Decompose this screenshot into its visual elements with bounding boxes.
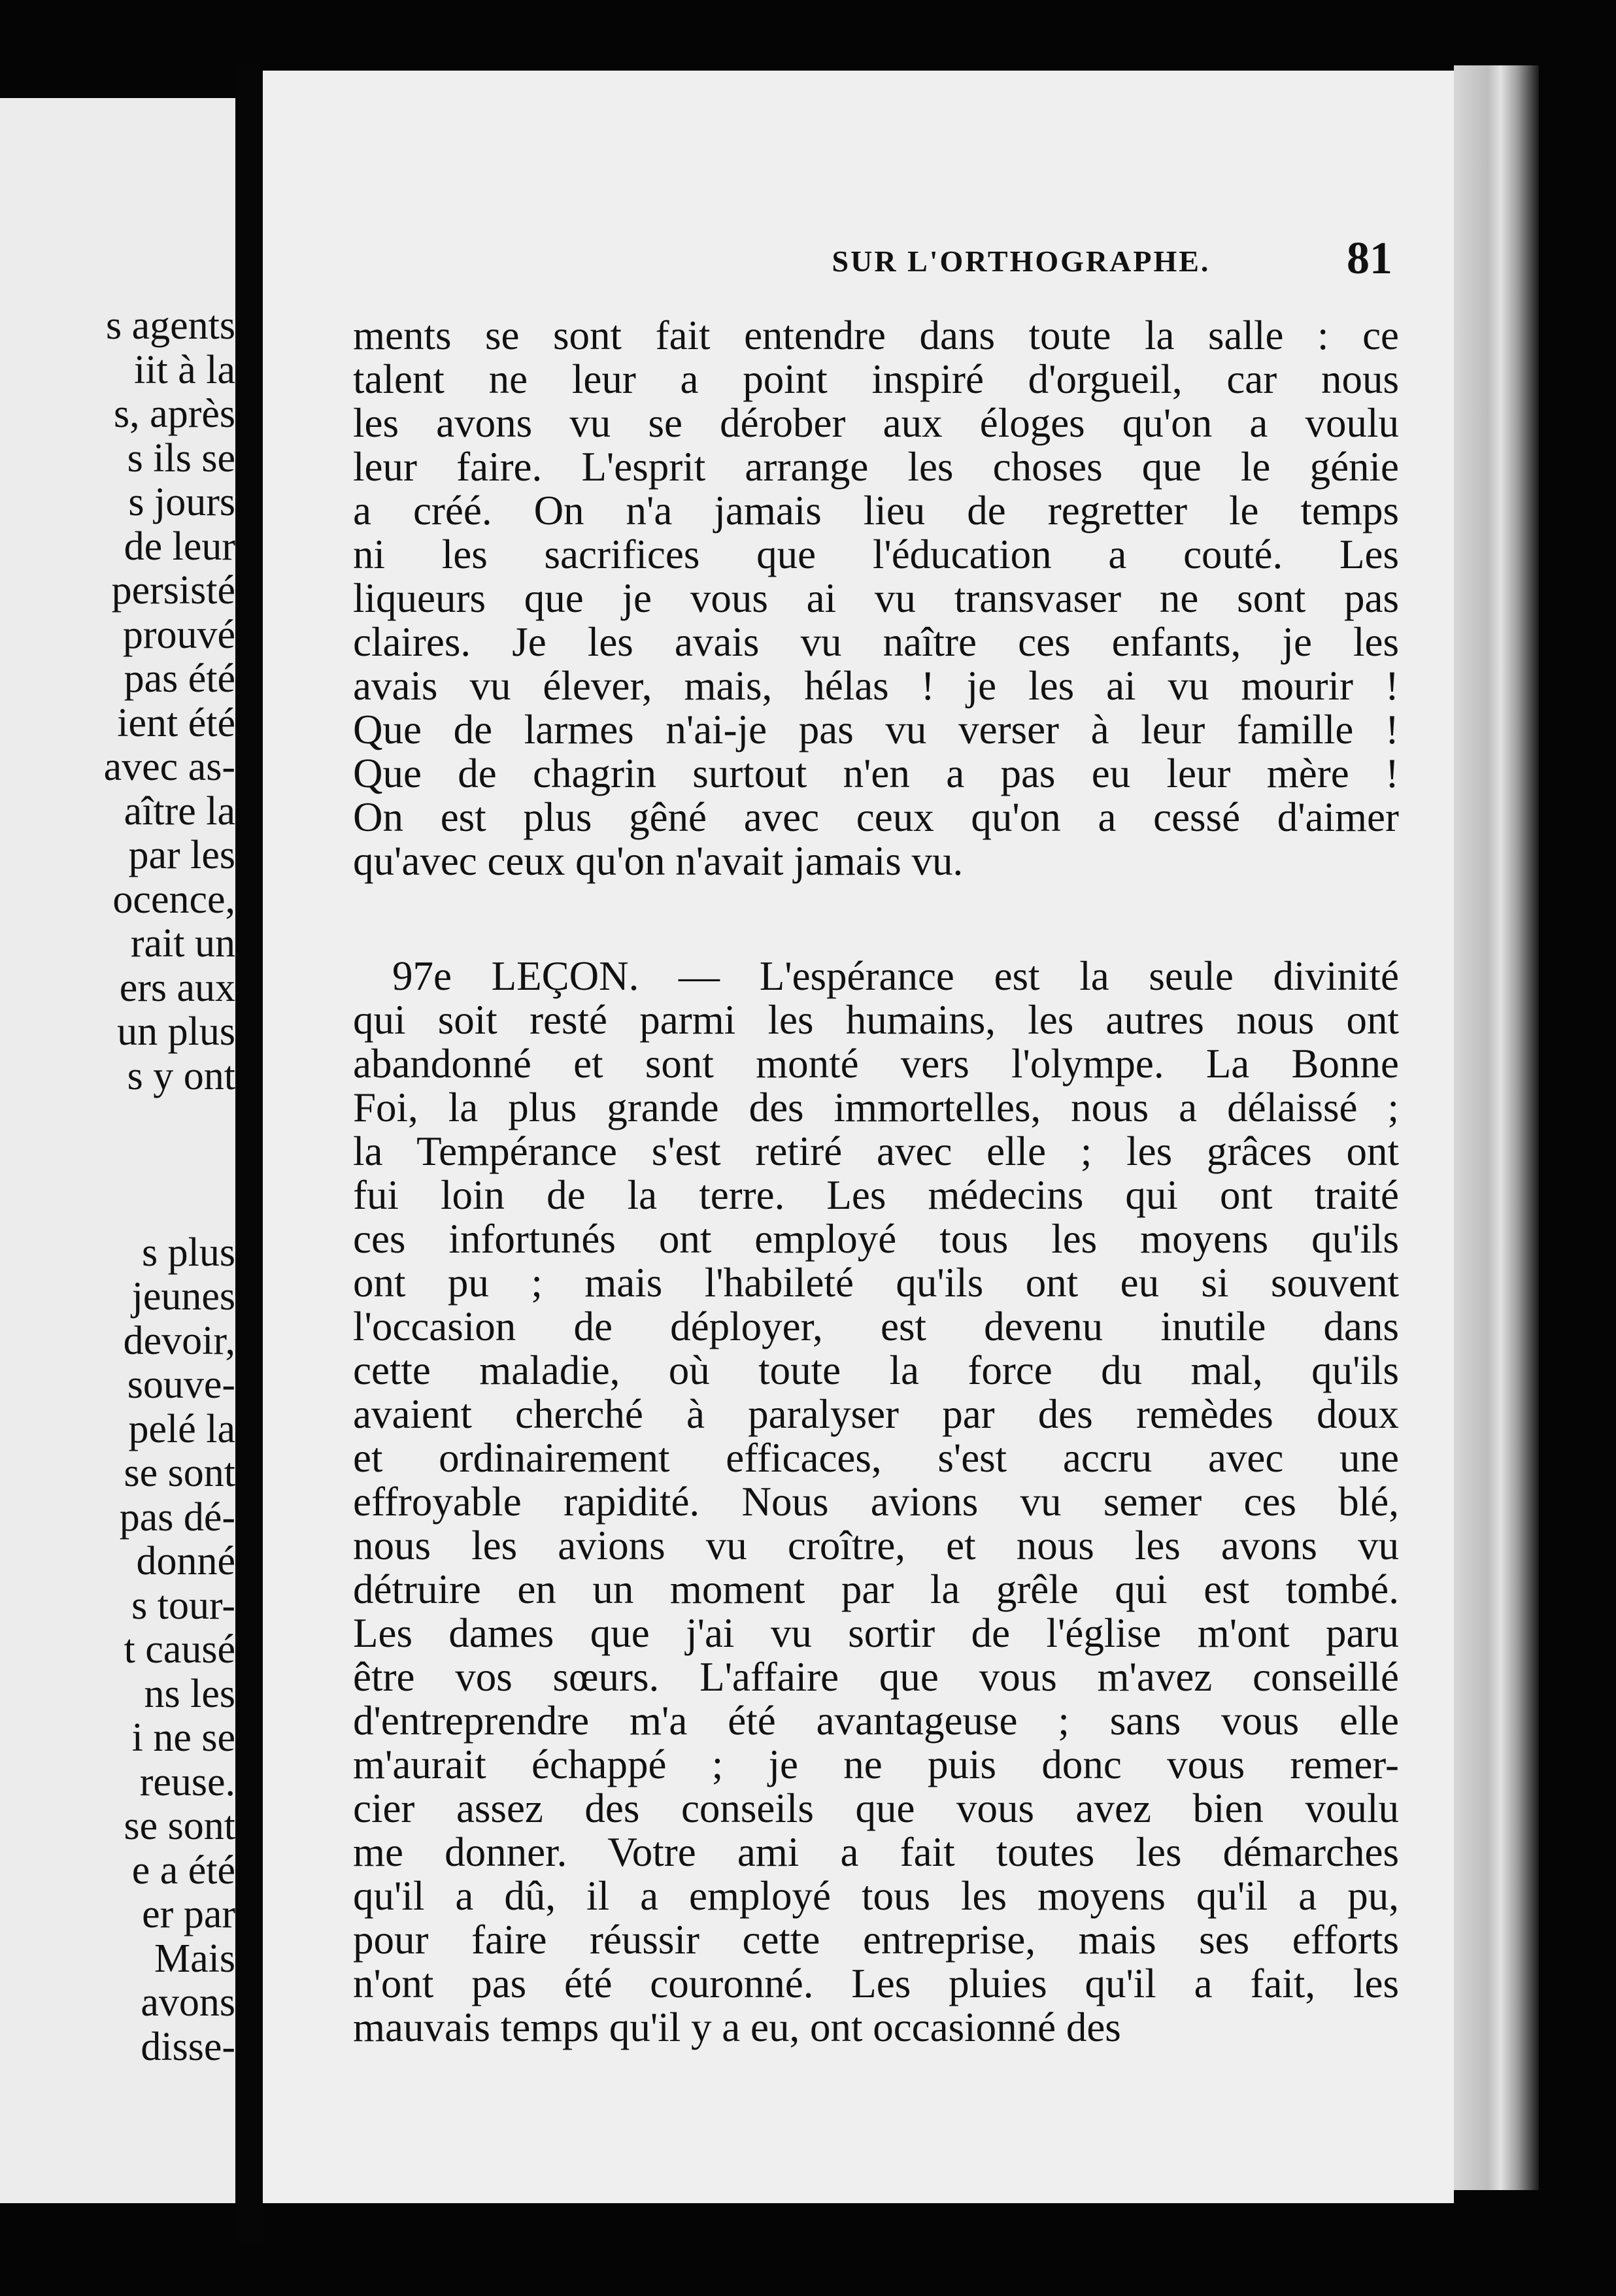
previous-page-line: souve- bbox=[127, 1362, 235, 1407]
text-line: cette maladie, où toute la force du mal, qu'ils bbox=[353, 1347, 1399, 1393]
text-line: cier assez des conseils que vous avez bien voulu bbox=[353, 1785, 1399, 1831]
previous-page-fragment bbox=[0, 98, 235, 2203]
text-line: Que de chagrin surtout n'en a pas eu leur mère ! bbox=[353, 751, 1399, 796]
text-line: leur faire. L'esprit arrange les choses que le génie bbox=[353, 444, 1399, 490]
previous-page-line: s agents bbox=[105, 303, 235, 348]
paragraph-continuation bbox=[353, 314, 1399, 883]
previous-page-line: avons bbox=[141, 1980, 235, 2025]
text-line: ni les sacrifices que l'éducation a couté. Les bbox=[353, 532, 1399, 577]
previous-page-line: ns les bbox=[144, 1671, 235, 1716]
previous-page-line: se sont bbox=[124, 1451, 235, 1495]
text-line: a créé. On n'a jamais lieu de regretter le temps bbox=[353, 488, 1399, 533]
previous-page-line: reuse. bbox=[139, 1759, 235, 1804]
text-line: ont pu ; mais l'habileté qu'ils ont eu si souvent bbox=[353, 1260, 1399, 1306]
previous-page-line: iit à la bbox=[134, 347, 235, 392]
text-line: pour faire réussir cette entreprise, mais ses efforts bbox=[353, 1917, 1399, 1963]
text-line: ments se sont fait entendre dans toute la salle : ce bbox=[353, 312, 1399, 358]
text-line: la Tempérance s'est retiré avec elle ; les grâces ont bbox=[353, 1128, 1399, 1174]
text-line: nous les avions vu croître, et nous les avons vu bbox=[353, 1523, 1399, 1568]
previous-page-line: de leur bbox=[124, 524, 235, 569]
text-line: avaient cherché à paralyser par des remèdes doux bbox=[353, 1391, 1399, 1437]
previous-page-text bbox=[0, 304, 235, 2069]
previous-page-line: s jours bbox=[128, 480, 235, 524]
previous-page-line: Mais bbox=[154, 1936, 235, 1981]
running-head: SUR L'ORTHOGRAPHE. bbox=[832, 245, 1211, 278]
text-line: n'ont pas été couronné. Les pluies qu'il a fait, les bbox=[353, 1961, 1399, 2006]
previous-page-line: s y ont bbox=[127, 1053, 235, 1098]
previous-page-line bbox=[0, 1187, 235, 1231]
text-line: Les dames que j'ai vu sortir de l'église m'ont paru bbox=[353, 1610, 1399, 1656]
previous-page-line bbox=[0, 1098, 235, 1143]
page-number: 81 bbox=[1347, 233, 1392, 284]
previous-page-line: i ne se bbox=[131, 1715, 235, 1760]
previous-page-line: s, après bbox=[114, 392, 235, 436]
previous-page-line: disse- bbox=[141, 2024, 235, 2069]
previous-page-line: pas été bbox=[124, 656, 235, 701]
previous-page-line: aître la bbox=[124, 788, 235, 834]
text-line: me donner. Votre ami a fait toutes les démarches bbox=[353, 1829, 1399, 1875]
text-line: liqueurs que je vous ai vu transvaser ne sont pas bbox=[353, 575, 1399, 621]
previous-page-line: pelé la bbox=[128, 1406, 235, 1451]
previous-page-line: rait un bbox=[130, 921, 235, 966]
text-line: ces infortunés ont employé tous les moyens qu'ils bbox=[353, 1216, 1399, 1262]
previous-page-line: ocence, bbox=[112, 877, 235, 922]
text-line: talent ne leur a point inspiré d'orgueil, car nous bbox=[353, 356, 1399, 402]
current-page bbox=[263, 71, 1454, 2203]
text-line: les avons vu se dérober aux éloges qu'on a voulu bbox=[353, 400, 1399, 446]
text-line: d'entreprendre m'a été avantageuse ; sans vous elle bbox=[353, 1698, 1399, 1744]
book-gutter bbox=[235, 65, 263, 2242]
text-line: Foi, la plus grande des immortelles, nous a délaissé ; bbox=[353, 1085, 1399, 1130]
previous-page-line: prouvé bbox=[122, 612, 235, 657]
text-line: avais vu élever, mais, hélas ! je les ai vu mourir ! bbox=[353, 663, 1399, 709]
text-line: 97e LEÇON. — L'espérance est la seule divinité bbox=[392, 953, 1399, 999]
text-line: l'occasion de déployer, est devenu inutile dans bbox=[353, 1304, 1399, 1349]
previous-page-line: se sont bbox=[124, 1804, 235, 1848]
previous-page-line: t causé bbox=[124, 1627, 235, 1672]
previous-page-line: s ils se bbox=[127, 435, 235, 481]
text-line: qu'il a dû, il a employé tous les moyens qu'il a pu, bbox=[353, 1873, 1399, 1919]
previous-page-line bbox=[0, 1143, 235, 1187]
previous-page-line: persisté bbox=[111, 568, 235, 613]
text-line: fui loin de la terre. Les médecins qui ont traité bbox=[353, 1172, 1399, 1218]
previous-page-line: s tour- bbox=[131, 1583, 235, 1628]
previous-page-line: s plus bbox=[142, 1230, 235, 1275]
text-line: et ordinairement efficaces, s'est accru avec une bbox=[353, 1435, 1399, 1481]
text-line: qui soit resté parmi les humains, les autres nous ont bbox=[353, 997, 1399, 1043]
text-line: m'aurait échappé ; je ne puis donc vous remer- bbox=[353, 1742, 1399, 1787]
previous-page-line: er par bbox=[142, 1892, 235, 1936]
previous-page-line: jeunes bbox=[131, 1274, 235, 1319]
previous-page-line: ient été bbox=[117, 700, 235, 745]
text-line: être vos sœurs. L'affaire que vous m'avez conseillé bbox=[353, 1654, 1399, 1700]
previous-page-line: pas dé- bbox=[119, 1494, 235, 1540]
page-edges bbox=[1454, 65, 1539, 2190]
text-line: abandonné et sont monté vers l'olympe. La Bonne bbox=[353, 1041, 1399, 1087]
text-line: Que de larmes n'ai-je pas vu verser à leur famille ! bbox=[353, 707, 1399, 752]
text-line: effroyable rapidité. Nous avions vu semer ces blé, bbox=[353, 1479, 1399, 1525]
text-line: détruire en un moment par la grêle qui est tombé. bbox=[353, 1566, 1399, 1612]
text-line: On est plus gêné avec ceux qu'on a cessé d'aimer bbox=[353, 794, 1399, 840]
previous-page-line: e a été bbox=[131, 1848, 235, 1893]
text-line: mauvais temps qu'il y a eu, ont occasionné des bbox=[353, 2004, 1121, 2050]
previous-page-line: ers aux bbox=[119, 965, 235, 1010]
text-line: claires. Je les avais vu naître ces enfants, je les bbox=[353, 619, 1399, 665]
previous-page-line: donné bbox=[136, 1539, 235, 1583]
previous-page-line: avec as- bbox=[103, 745, 235, 789]
paragraph-lesson-97 bbox=[353, 954, 1399, 2050]
previous-page-line: devoir, bbox=[123, 1318, 235, 1363]
previous-page-line: par les bbox=[128, 833, 235, 877]
text-line: qu'avec ceux qu'on n'avait jamais vu. bbox=[353, 838, 964, 884]
previous-page-line: un plus bbox=[117, 1009, 235, 1054]
